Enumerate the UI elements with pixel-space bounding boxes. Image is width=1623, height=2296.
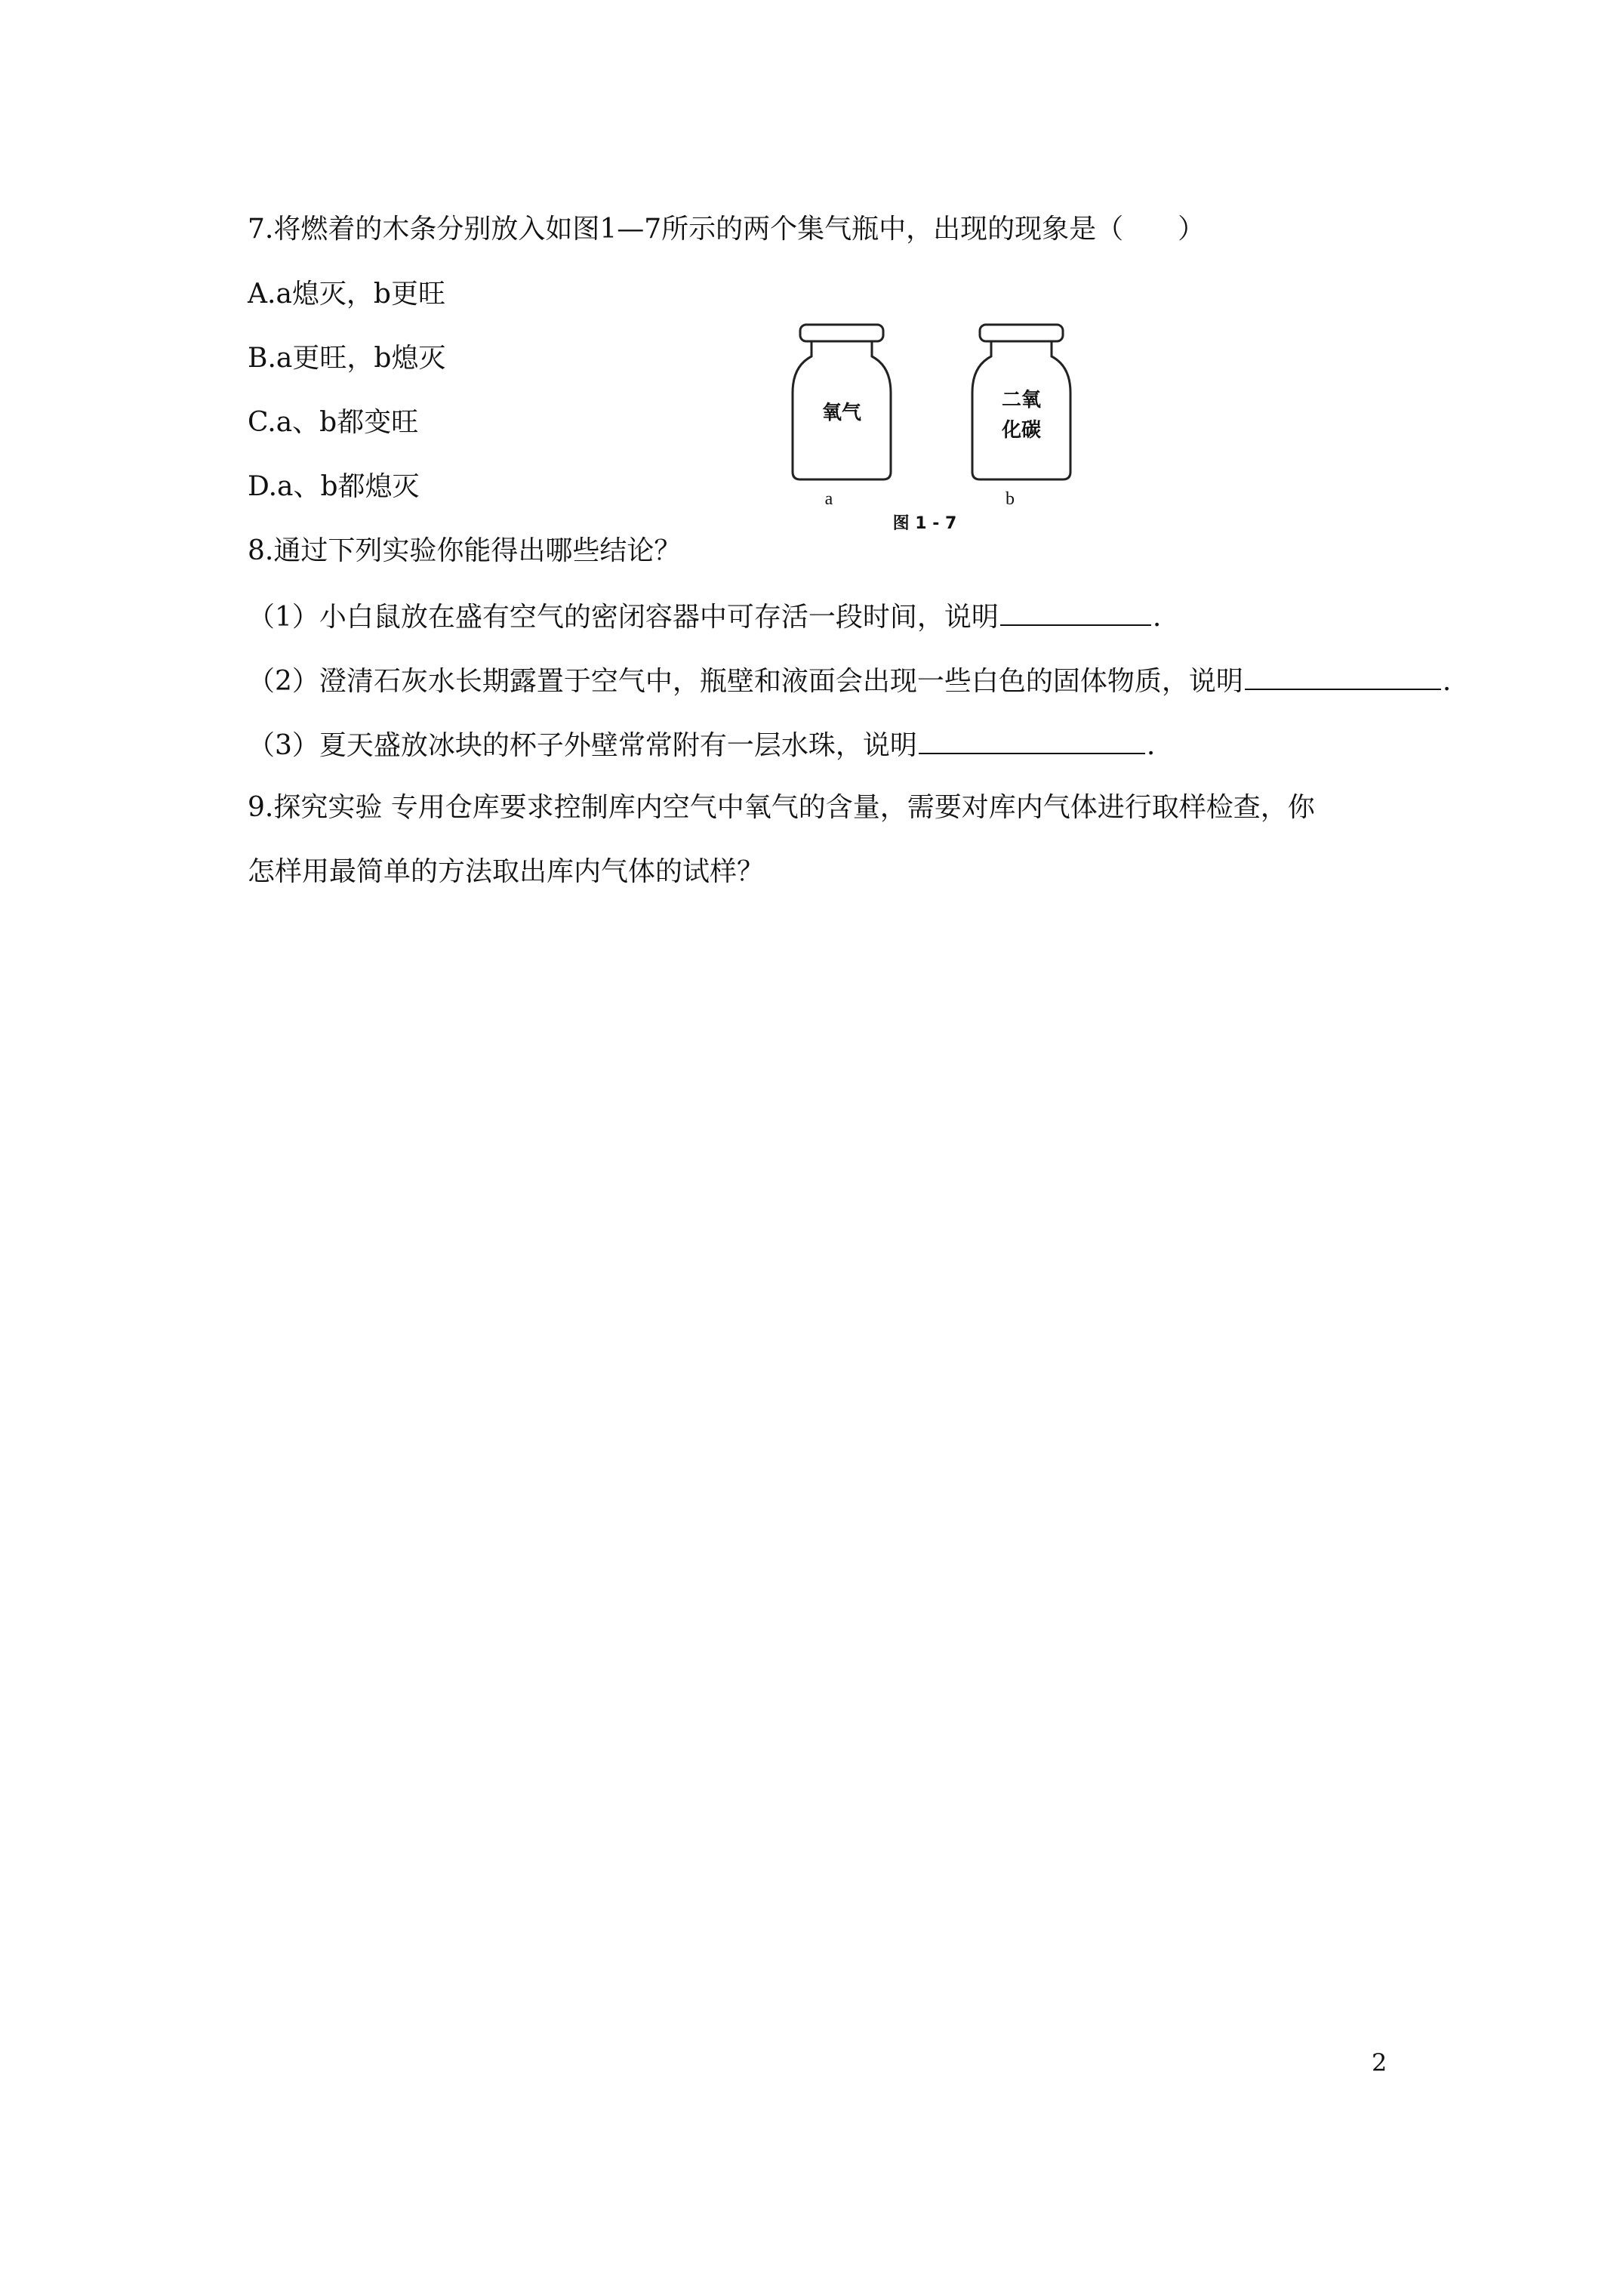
q9-line-1: 9.探究实验 专用仓库要求控制库内空气中氧气的含量，需要对库内气体进行取样检查，你 [248, 792, 1315, 823]
q8-item-1 [248, 599, 1161, 634]
bottle-b-label-line1: 二氧 [1001, 389, 1042, 411]
q7-stem: 7.将燃着的木条分别放入如图1—7所示的两个集气瓶中，出现的现象是（ ） [248, 214, 1206, 245]
q7-option-c: C.a、b都变旺 [248, 407, 419, 438]
label-b: b [1006, 489, 1015, 509]
answer-blank-1[interactable] [1000, 599, 1151, 626]
q8-item-3 [248, 727, 1155, 763]
bottle-b-label-line2: 化碳 [1001, 419, 1042, 442]
q8-item-3-end: . [1146, 730, 1156, 761]
q8-stem: 8.通过下列实验你能得出哪些结论？ [248, 535, 682, 566]
answer-blank-2[interactable] [1245, 663, 1441, 690]
bottle-a [793, 325, 891, 509]
q7-option-d: D.a、b都熄灭 [248, 471, 420, 502]
answer-blank-3[interactable] [919, 727, 1145, 754]
q8-item-2 [248, 663, 1451, 698]
figure-1-7 [778, 310, 1095, 536]
q7-option-a: A.a熄灭，b更旺 [248, 279, 445, 310]
label-a: a [824, 489, 833, 509]
figure-caption: 图 1 - 7 [892, 514, 957, 533]
q8-item-3-text: （3）夏天盛放冰块的杯子外壁常常附有一层水珠，说明 [248, 730, 917, 761]
page-number: 2 [1372, 2048, 1387, 2077]
bottle-b [972, 325, 1070, 509]
q7-option-b: B.a更旺，b熄灭 [248, 343, 446, 374]
q8-item-1-text: （1）小白鼠放在盛有空气的密闭容器中可存活一段时间，说明 [248, 602, 999, 633]
q8-item-2-end: . [1442, 666, 1452, 697]
bottle-a-label: 氧气 [821, 402, 862, 424]
gas-bottles-diagram [778, 310, 1095, 536]
q8-item-2-text: （2）澄清石灰水长期露置于空气中，瓶壁和液面会出现一些白色的固体物质，说明 [248, 666, 1243, 697]
q8-item-1-end: . [1152, 602, 1162, 633]
q9-line-2: 怎样用最简单的方法取出库内气体的试样？ [248, 856, 765, 887]
